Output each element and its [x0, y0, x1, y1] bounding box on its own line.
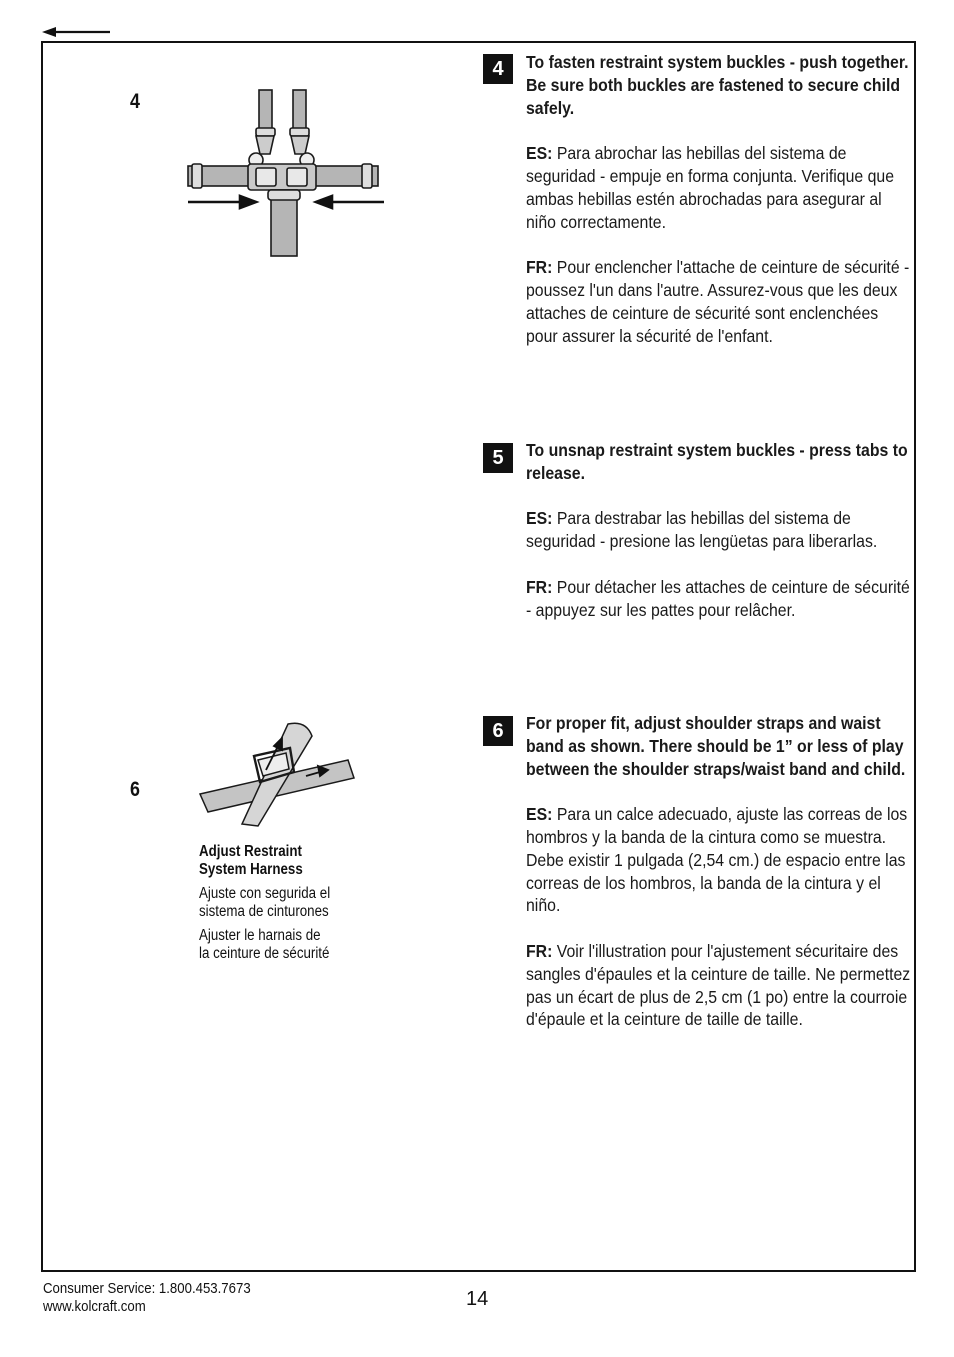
instruction-english: For proper fit, adjust shoulder straps and waist band as shown. There should be 1” or less of play between the shoulder straps/waist band and child. — [526, 713, 906, 779]
caption-title: Adjust Restraint System Harness — [199, 843, 303, 878]
instruction-spanish — [526, 142, 911, 233]
consumer-service-phone: Consumer Service: 1.800.453.7673 — [43, 1280, 251, 1297]
step-number-badge: 4 — [483, 54, 513, 84]
caption-spanish: Ajuste con segurida el sistema de cinturones — [199, 885, 331, 920]
back-arrow-icon[interactable] — [40, 22, 112, 42]
footer-contact — [43, 1280, 303, 1316]
buckle-fasten-illustration — [186, 88, 386, 258]
instruction-french — [526, 256, 911, 347]
harness-adjust-illustration — [198, 718, 358, 830]
instruction-text: Pour enclencher l'attache de ceinture de sécurité - poussez l'un dans l'autre. Assurez-vous que les deux attaches de ceinture de sécurité sont enclenchées pour assurer la sécurité de l'enfant. — [526, 257, 910, 346]
instruction-text: Para destrabar las hebillas del sistema de seguridad - presione las lengüetas para liberarlas. — [526, 508, 878, 552]
language-label: FR: — [526, 576, 553, 597]
instruction-spanish — [526, 803, 911, 917]
language-label: ES: — [526, 804, 553, 825]
instruction-english: To fasten restraint system buckles - push together. Be sure both buckles are fastened to secure child safely. — [526, 52, 909, 118]
figure-number: 6 — [130, 778, 140, 801]
language-label: FR: — [526, 257, 553, 278]
instruction-text: Voir l'illustration pour l'ajustement sécuritaire des sangles d'épaules et la ceinture de taille. Ne permettez pas un écart de plus de 2,5 cm (1 po) entre la courroie d'épaule et la ceinture de taille de taille. — [526, 940, 911, 1030]
step-number-badge: 6 — [483, 716, 513, 746]
page-number: 14 — [466, 1288, 489, 1310]
instruction-text: Para un calce adecuado, ajuste las correas de los hombros y la banda de la cintura como se muestra. Debe existir 1 pulgada (2,54 cm.) de espacio entre las correas de los hombros, la banda de la cintura y el niño. — [526, 804, 908, 916]
step-6-instructions — [526, 712, 910, 1054]
instruction-french — [526, 576, 911, 622]
language-label: ES: — [526, 508, 553, 529]
language-label: FR: — [526, 940, 553, 961]
website-link[interactable]: www.kolcraft.com — [43, 1298, 146, 1315]
step-number-badge: 5 — [483, 443, 513, 473]
instruction-spanish — [526, 507, 911, 553]
instruction-french — [526, 940, 911, 1031]
step-4-instructions — [526, 51, 910, 370]
language-label: ES: — [526, 143, 553, 164]
instruction-text: Para abrochar las hebillas del sistema de seguridad - empuje en forma conjunta. Verifique que ambas hebillas estén abrochadas para asegurar al niño correctamente. — [526, 143, 895, 232]
instruction-text: Pour détacher les attaches de ceinture de sécurité - appuyez sur les pattes pour relâcher. — [526, 576, 910, 620]
figure-number: 4 — [130, 90, 140, 113]
figure-caption — [199, 843, 369, 963]
caption-french: Ajuster le harnais de la ceinture de sécurité — [199, 927, 330, 962]
step-5-instructions — [526, 439, 910, 644]
instruction-english: To unsnap restraint system buckles - press tabs to release. — [526, 440, 908, 483]
